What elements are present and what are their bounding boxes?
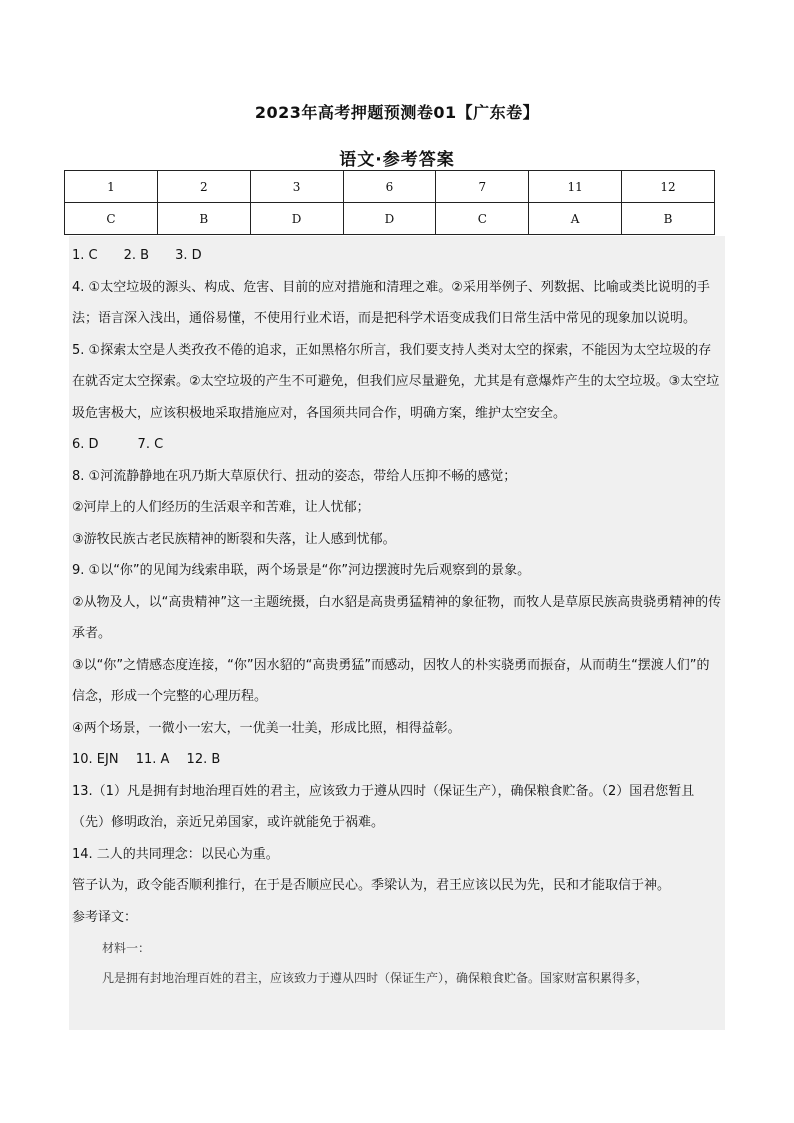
answer-line-q1-3: 1. C 2. B 3. D [72, 248, 202, 263]
answer-q8-point-1: 8. ①河流静静地在巩乃斯大草原伏行、扭动的姿态，带给人压抑不畅的感觉； [72, 468, 517, 484]
answer-q4: 4. ①太空垃圾的源头、构成、危害、目前的应对措施和清理之难。②采用举例子、列数据、比喻或类比说明的手法；语言深入浅出，通俗易懂，不使用行业术语，而是把科学术语变成我们日常生活中常见的现象加以说明。 [72, 279, 710, 326]
answer-table-number-row [65, 171, 715, 203]
question-number-cell: 11 [529, 171, 622, 203]
answer-cell: C [436, 203, 529, 235]
answer-cell: D [250, 203, 343, 235]
translation-material-heading: 材料一： [102, 941, 151, 955]
question-number-cell: 2 [157, 171, 250, 203]
page-title: 2023年高考押题预测卷01【广东卷】 [254, 103, 540, 122]
answer-q9-point-1: 9. ①以“你”的见闻为线索串联，两个场景是“你”河边摆渡时先后观察到的景象。 [72, 563, 531, 578]
page-subtitle: 语文·参考答案 [339, 150, 455, 170]
answer-cell: A [529, 203, 622, 235]
answer-q9-point-3: ③以“你”之情感态度连接，“你”因水貂的“高贵勇猛”而感动，因牧人的朴实骁勇而振奋，从而萌生“摆渡人们”的信念，形成一个完整的心理历程。 [72, 657, 710, 704]
answer-q14-explanation: 管子认为，政令能否顺利推行，在于是否顺应民心。季梁认为，君王应该以民为先，民和才能取信于神。 [72, 878, 671, 893]
answer-content [72, 240, 722, 993]
question-number-cell: 6 [343, 171, 436, 203]
question-number-cell: 3 [250, 171, 343, 203]
question-number-cell: 7 [436, 171, 529, 203]
translation-material-text: 凡是拥有封地治理百姓的君主，应该致力于遵从四时（保证生产），确保粮食贮备。国家财富积累得多， [102, 971, 649, 985]
answer-table [64, 170, 715, 235]
answer-q9-point-2: ②从物及人，以“高贵精神”这一主题统摄，白水貂是高贵勇猛精神的象征物，而牧人是草原民族高贵骁勇精神的传承者。 [72, 594, 722, 641]
answer-line-q10-12: 10. EJN 11. A 12. B [72, 752, 221, 767]
translation-heading: 参考译文： [72, 909, 138, 925]
answer-cell: B [622, 203, 715, 235]
answer-q8-point-2: ②河岸上的人们经历的生活艰辛和苦难，让人忧郁； [72, 500, 370, 515]
question-number-cell: 12 [622, 171, 715, 203]
answer-q5: 5. ①探索太空是人类孜孜不倦的追求，正如黑格尔所言，我们要支持人类对太空的探索，不能因为太空垃圾的存在就否定太空探索。②太空垃圾的产生不可避免，但我们应尽量避免，尤其是有意爆炸产生的太空垃圾。③太空垃圾危害极大，应该积极地采取措施应对，各国须共同合作，明确方案，维护太空安全。 [72, 342, 720, 421]
answer-cell: D [343, 203, 436, 235]
answer-line-q6-7: 6. D 7. C [72, 437, 164, 452]
answer-q14: 14. 二人的共同理念：以民心为重。 [72, 846, 279, 862]
answer-table-answer-row [65, 203, 715, 235]
answer-cell: B [157, 203, 250, 235]
answer-q9-point-4: ④两个场景，一微小一宏大，一优美一壮美，形成比照，相得益彰。 [72, 720, 461, 736]
answer-cell: C [65, 203, 158, 235]
question-number-cell: 1 [65, 171, 158, 203]
answer-q8-point-3: ③游牧民族古老民族精神的断裂和失落，让人感到忧郁。 [72, 531, 396, 547]
answer-q13: 13.（1）凡是拥有封地治理百姓的君主，应该致力于遵从四时（保证生产），确保粮食贮备。（2）国君您暂且（先）修明政治，亲近兄弟国家，或许就能免于祸难。 [72, 783, 695, 830]
